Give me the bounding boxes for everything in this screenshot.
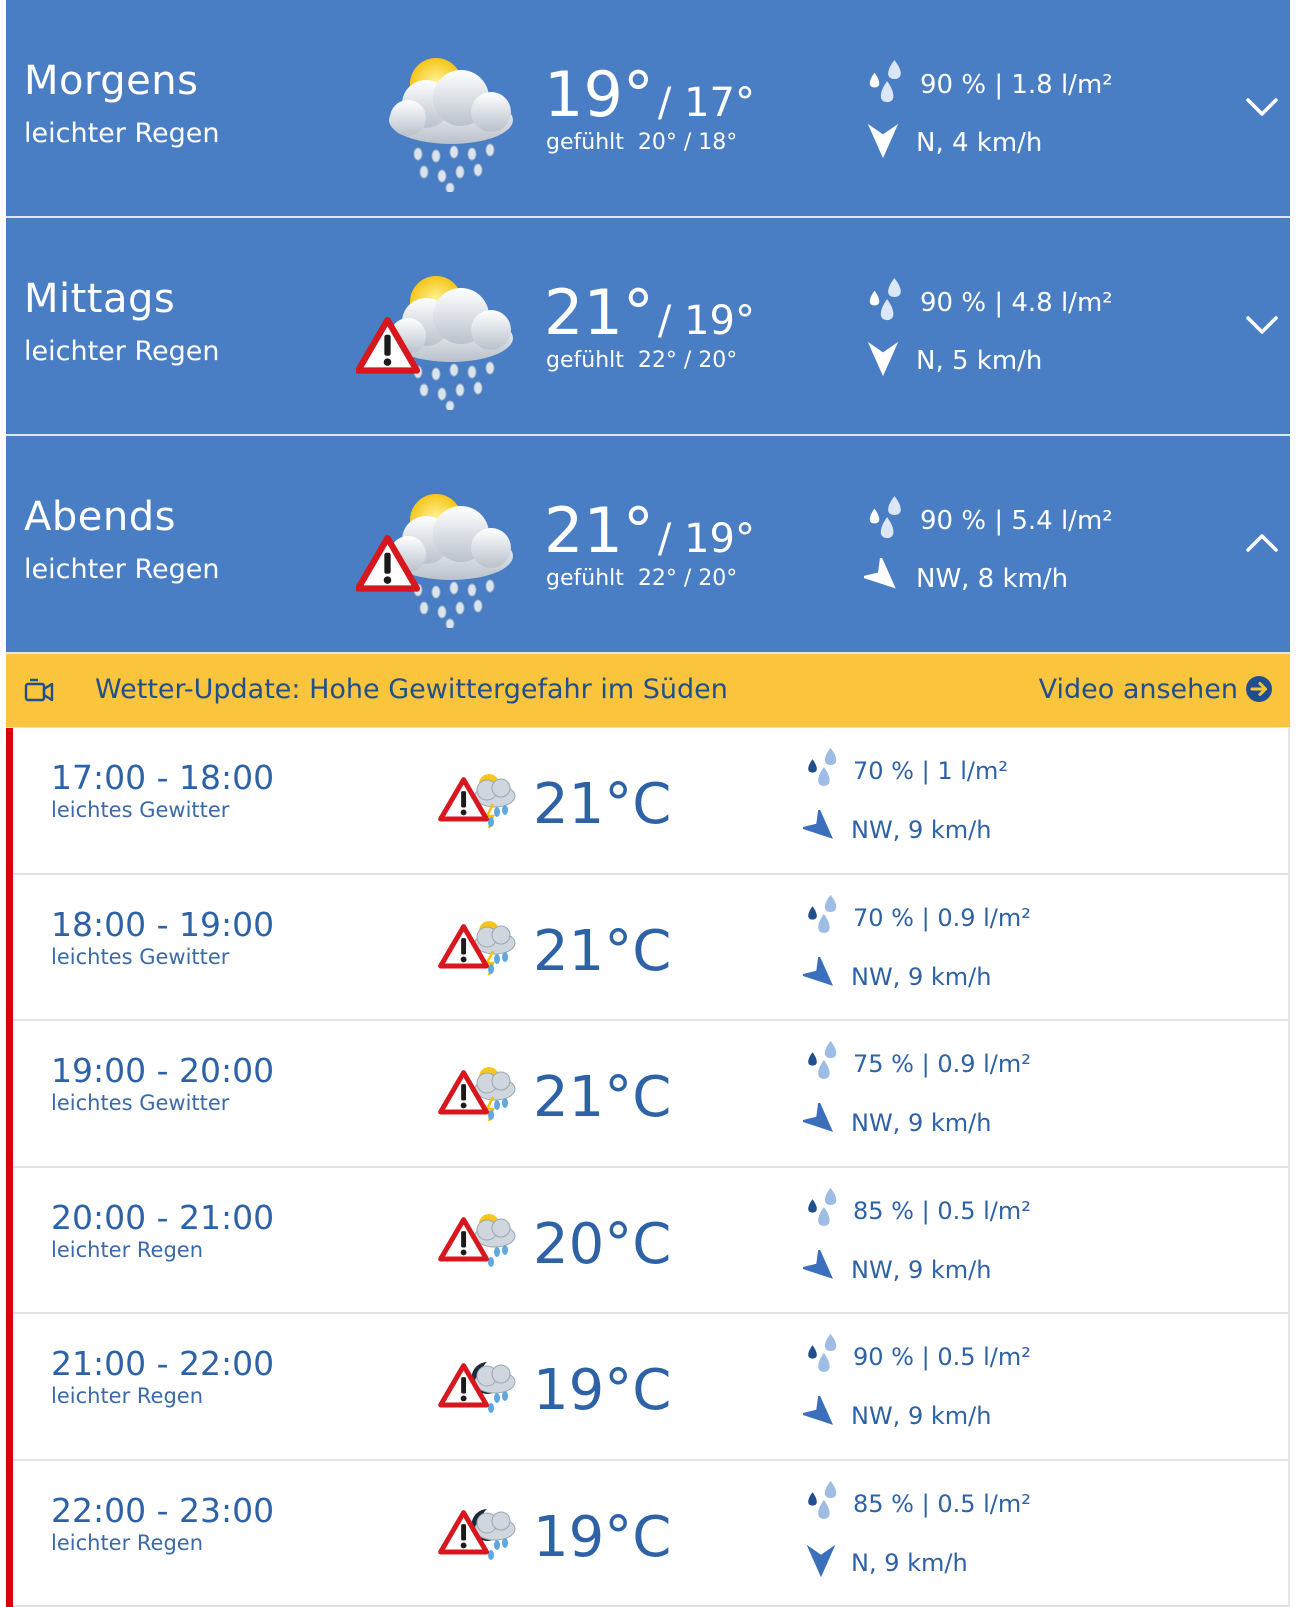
- hour-condition: leichtes Gewitter: [51, 1091, 229, 1115]
- wind-value: N, 5 km/h: [916, 346, 1042, 376]
- hour-precipitation-value: 85 % | 0.5 l/m²: [853, 1197, 1031, 1225]
- hour-precipitation-value: 70 % | 1 l/m²: [853, 757, 1008, 785]
- hour-precipitation: [803, 1479, 1031, 1529]
- wind: [864, 336, 1042, 386]
- hour-precipitation-value: 70 % | 0.9 l/m²: [853, 904, 1031, 932]
- hour-precipitation: [803, 893, 1031, 943]
- feels-like-value: 20° / 18°: [638, 130, 737, 155]
- hour-precipitation: [803, 1332, 1031, 1382]
- rain-drops-icon: [803, 1479, 841, 1529]
- hour-range: 17:00 - 18:00: [51, 758, 274, 797]
- precipitation-value: 90 % | 1.8 l/m²: [920, 70, 1113, 100]
- hour-temperature: 20°C: [533, 1212, 671, 1277]
- period-name: Mittags: [24, 276, 175, 322]
- chevron-down-icon[interactable]: [1244, 310, 1280, 338]
- precipitation: [864, 276, 1113, 330]
- hour-condition: leichter Regen: [51, 1238, 203, 1262]
- hourly-row[interactable]: [13, 728, 1288, 875]
- hour-wind-value: N, 9 km/h: [851, 1549, 968, 1577]
- chevron-down-icon[interactable]: [1244, 92, 1280, 120]
- wind-direction-icon: [803, 1396, 839, 1436]
- temp-high: 21°: [544, 276, 654, 349]
- rain-drops-icon: [864, 58, 906, 112]
- banner-text: Wetter-Update: Hohe Gewittergefahr im Süden: [95, 674, 728, 705]
- precipitation: [864, 58, 1113, 112]
- night-rain-warning-icon: [431, 1499, 521, 1569]
- weather-warning-rain-icon: [356, 488, 536, 628]
- hour-condition: leichter Regen: [51, 1384, 203, 1408]
- video-camera-icon: [24, 678, 54, 704]
- hour-precipitation: [803, 1186, 1031, 1236]
- period-temperature: [544, 494, 755, 567]
- temp-low: / 17°: [658, 80, 755, 126]
- hourly-row[interactable]: [13, 1021, 1288, 1168]
- hour-temperature: 21°C: [533, 772, 671, 837]
- rain-drops-icon: [864, 494, 906, 548]
- wind-direction-icon: [803, 1103, 839, 1143]
- period-temperature: [544, 276, 755, 349]
- hour-wind: [803, 955, 991, 999]
- feels-like: [546, 348, 737, 373]
- hour-wind: [803, 808, 991, 852]
- rain-drops-icon: [864, 276, 906, 330]
- watch-video-link[interactable]: Video ansehen: [1039, 674, 1238, 705]
- hour-precipitation: [803, 746, 1008, 796]
- hour-range: 21:00 - 22:00: [51, 1344, 274, 1383]
- thunderstorm-warning-icon: [431, 913, 521, 983]
- temp-low: / 19°: [658, 516, 755, 562]
- period-condition: leichter Regen: [24, 554, 219, 585]
- period-abends[interactable]: [6, 436, 1290, 654]
- hour-temperature: 21°C: [533, 1065, 671, 1130]
- temp-high: 21°: [544, 494, 654, 567]
- arrow-right-circle-icon[interactable]: [1244, 674, 1274, 704]
- rain-drops-icon: [803, 1332, 841, 1382]
- hour-wind-value: NW, 9 km/h: [851, 1109, 991, 1137]
- period-condition: leichter Regen: [24, 118, 219, 149]
- wind-direction-icon: [803, 957, 839, 997]
- hour-wind-value: NW, 9 km/h: [851, 816, 991, 844]
- hour-range: 22:00 - 23:00: [51, 1491, 274, 1530]
- hour-range: 20:00 - 21:00: [51, 1198, 274, 1237]
- feels-like: [546, 130, 737, 155]
- weather-warning-rain-icon: [356, 270, 536, 410]
- chevron-up-icon[interactable]: [1244, 528, 1280, 556]
- feels-like-label: gefühlt: [546, 566, 624, 591]
- wind-direction-icon: [803, 810, 839, 850]
- rain-warning-icon: [431, 1206, 521, 1276]
- period-list: [6, 0, 1290, 654]
- period-mittags[interactable]: [6, 218, 1290, 436]
- forecast-panel: [6, 0, 1290, 1607]
- wind-value: N, 4 km/h: [916, 128, 1042, 158]
- hour-precipitation: [803, 1039, 1031, 1089]
- period-name: Abends: [24, 494, 176, 540]
- hourly-row[interactable]: [13, 1461, 1288, 1607]
- hour-temperature: 19°C: [533, 1505, 671, 1570]
- feels-like-value: 22° / 20°: [638, 566, 737, 591]
- hour-temperature: 21°C: [533, 919, 671, 984]
- temp-low: / 19°: [658, 298, 755, 344]
- feels-like-label: gefühlt: [546, 348, 624, 373]
- hour-wind: [803, 1248, 991, 1292]
- hour-condition: leichter Regen: [51, 1531, 203, 1555]
- wind-direction-icon: [864, 122, 902, 164]
- period-condition: leichter Regen: [24, 336, 219, 367]
- hour-wind: [803, 1541, 968, 1585]
- precipitation: [864, 494, 1113, 548]
- hour-wind-value: NW, 9 km/h: [851, 963, 991, 991]
- wind-direction-icon: [803, 1543, 839, 1583]
- rain-drops-icon: [803, 893, 841, 943]
- temp-high: 19°: [544, 58, 654, 131]
- hourly-row[interactable]: [13, 1314, 1288, 1461]
- hourly-row[interactable]: [13, 875, 1288, 1022]
- wind-value: NW, 8 km/h: [916, 564, 1068, 594]
- hour-wind-value: NW, 9 km/h: [851, 1402, 991, 1430]
- period-temperature: [544, 58, 755, 131]
- hour-wind-value: NW, 9 km/h: [851, 1256, 991, 1284]
- wind: [864, 118, 1042, 168]
- wind-direction-icon: [864, 558, 902, 600]
- partly-cloudy-rain-icon: [356, 52, 536, 192]
- thunderstorm-warning-icon: [431, 1059, 521, 1129]
- hour-precipitation-value: 90 % | 0.5 l/m²: [853, 1343, 1031, 1371]
- precipitation-value: 90 % | 4.8 l/m²: [920, 288, 1113, 318]
- weather-update-banner[interactable]: [6, 654, 1290, 728]
- wind: [864, 554, 1068, 604]
- feels-like-label: gefühlt: [546, 130, 624, 155]
- hour-precipitation-value: 75 % | 0.9 l/m²: [853, 1050, 1031, 1078]
- rain-drops-icon: [803, 746, 841, 796]
- hourly-list: [6, 728, 1290, 1607]
- hour-wind: [803, 1394, 991, 1438]
- rain-drops-icon: [803, 1039, 841, 1089]
- thunderstorm-warning-icon: [431, 766, 521, 836]
- rain-drops-icon: [803, 1186, 841, 1236]
- feels-like-value: 22° / 20°: [638, 348, 737, 373]
- hour-range: 18:00 - 19:00: [51, 905, 274, 944]
- hour-range: 19:00 - 20:00: [51, 1051, 274, 1090]
- precipitation-value: 90 % | 5.4 l/m²: [920, 506, 1113, 536]
- period-morgens[interactable]: [6, 0, 1290, 218]
- hour-precipitation-value: 85 % | 0.5 l/m²: [853, 1490, 1031, 1518]
- night-rain-warning-icon: [431, 1352, 521, 1422]
- hour-condition: leichtes Gewitter: [51, 945, 229, 969]
- period-name: Morgens: [24, 58, 198, 104]
- hour-temperature: 19°C: [533, 1358, 671, 1423]
- hourly-row[interactable]: [13, 1168, 1288, 1315]
- wind-direction-icon: [803, 1250, 839, 1290]
- wind-direction-icon: [864, 340, 902, 382]
- feels-like: [546, 566, 737, 591]
- hour-wind: [803, 1101, 991, 1145]
- hour-condition: leichtes Gewitter: [51, 798, 229, 822]
